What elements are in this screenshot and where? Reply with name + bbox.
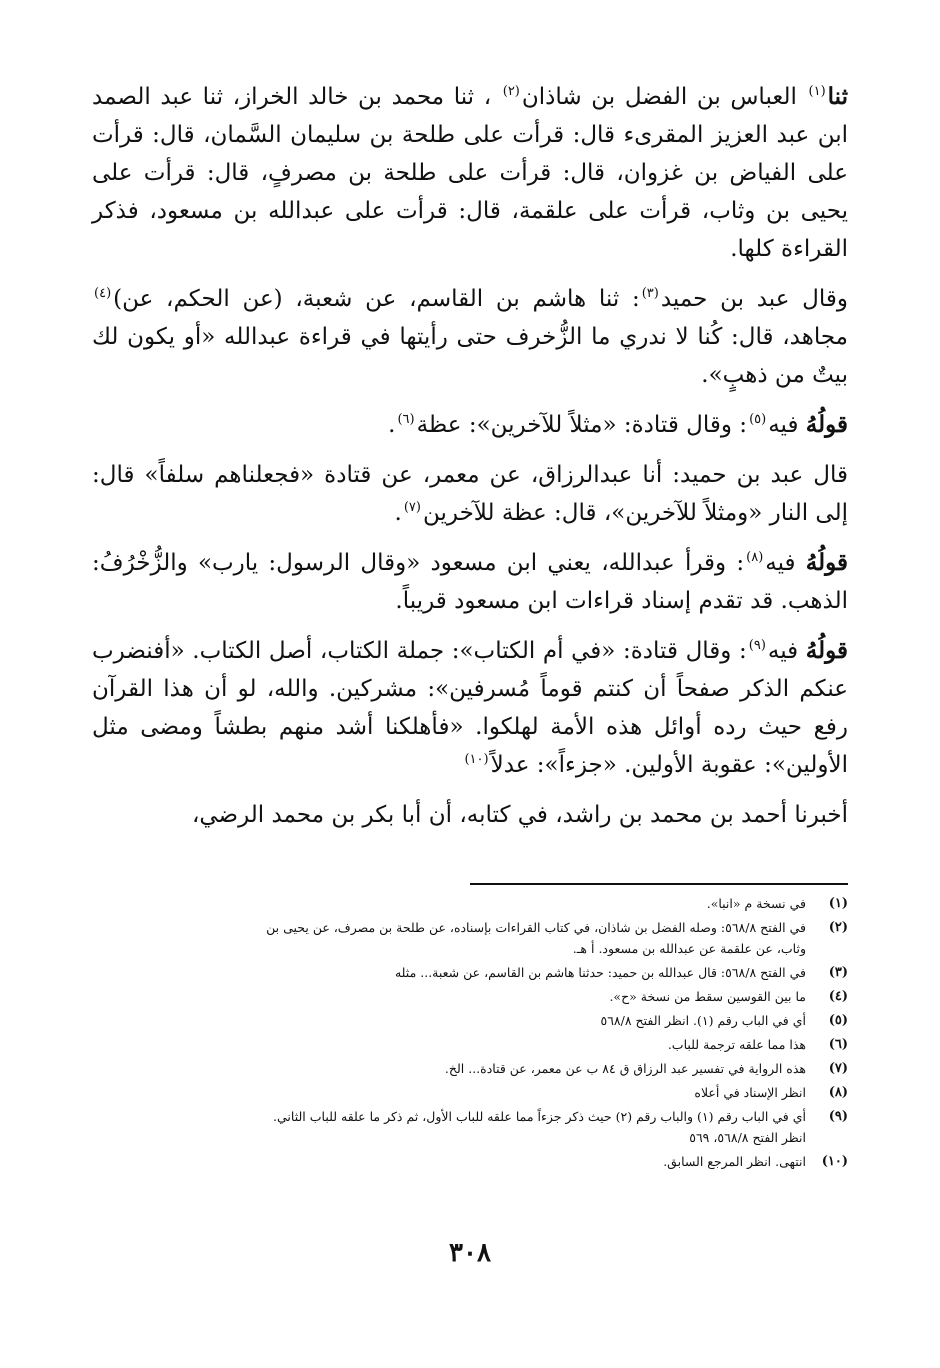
- footnote-ref: (٣): [641, 286, 659, 302]
- footnote: [92, 1010, 848, 1031]
- footnote-ref: (٧): [403, 500, 421, 516]
- footnote-number: (٥): [828, 1013, 848, 1028]
- footnote-ref: (٨): [746, 550, 764, 566]
- footnote: [92, 962, 848, 983]
- footnote-line: هذا مما علقه ترجمة للباب.: [667, 1037, 806, 1052]
- footnote-text: [92, 1106, 806, 1148]
- text-segment: العباس بن الفضل بن شاذان: [521, 84, 807, 110]
- footnote-line: انتهى. انظر المرجع السابق.: [663, 1154, 806, 1169]
- footnote-ref: (٢): [502, 84, 520, 100]
- heading-lead: قولُهُ: [805, 549, 848, 576]
- text-segment: قال عبد بن حميد: أنا عبدالرزاق، عن معمر، عن قتادة «فجعلناهم سلفاً» قال: إلى النار «ومثلاً للآخرين»، قال: عظة للآخرين: [92, 462, 848, 526]
- footnote-line: في الفتح ٥٦٨/٨: وصله الفضل بن شاذان، في كتاب القراءات بإسناده، عن طلحة بن مصرف، عن يحيى بن: [266, 920, 806, 935]
- footnote-ref: (١٠): [464, 752, 489, 768]
- footnote-number: (٧): [828, 1061, 848, 1076]
- text-segment: .: [388, 412, 396, 438]
- footnote: [92, 1034, 848, 1055]
- text-segment: : وقرأ عبدالله، يعني ابن مسعود «وقال الرسول: يارب» والزُّخْرُفُ: الذهب. قد تقدم إسناد قراءات ابن مسعود قريباً.: [92, 550, 848, 614]
- footnote-text: [92, 1010, 806, 1031]
- text-segment: وقال عبد بن حميد: [660, 286, 848, 312]
- paragraph-3: [92, 406, 848, 444]
- text-segment: : ثنا هاشم بن القاسم، عن شعبة، (عن الحكم، عن): [113, 286, 640, 312]
- paragraph-7: أخبرنا أحمد بن محمد بن راشد، في كتابه، أن أبا بكر بن محمد الرضي،: [191, 802, 848, 828]
- footnote-number: (٦): [828, 1037, 848, 1052]
- footnote-text: [92, 893, 806, 914]
- heading-lead: قولُهُ: [805, 637, 849, 664]
- footnote-ref: (٤): [94, 286, 112, 302]
- footnote-line: في الفتح ٥٦٨/٨: قال عبدالله بن حميد: حدثنا هاشم بن القاسم، عن شعبة... مثله: [394, 965, 806, 980]
- paragraph-6: [92, 632, 848, 784]
- text-segment: فيه: [767, 638, 806, 664]
- footnote-line: هذه الرواية في تفسير عبد الرزاق ق ٨٤ ب عن معمر، عن قتادة... الخ.: [444, 1061, 806, 1076]
- footnote-line: أي في الباب رقم (١). انظر الفتح ٥٦٨/٨: [600, 1013, 806, 1028]
- footnote: [92, 1058, 848, 1079]
- footnote-text: [92, 1151, 806, 1172]
- paragraph-1: [92, 78, 848, 268]
- footnote-text: [92, 1082, 806, 1103]
- text-segment: .: [394, 500, 402, 526]
- text-segment: ، ثنا محمد بن خالد الخراز، ثنا عبد الصمد ابن عبد العزيز المقرىء قال: قرأت على طلحة بن سليمان السَّمان، قال: قرأت على الفياض بن غزوان، قال: قرأت على طلحة بن مصرفٍ، قال: قرأت على يحيى بن وثاب، قرأت على علقمة، قال: قرأت على عبدالله بن مسعود، فذكر القراءة كلها.: [92, 84, 848, 262]
- footnote-line: انظر الإسناد في أعلاه: [694, 1085, 806, 1100]
- heading-lead: قولُهُ: [805, 411, 848, 438]
- footnote-ref: (٩): [748, 638, 766, 654]
- text-segment: : وقال قتادة: «في أم الكتاب»: جملة الكتاب، أصل الكتاب. «أفنضرب عنكم الذكر صفحاً أن كنتم قوماً مُسرفين»: مشركين. والله، لو أن هذا القرآن رفع حيث رده أوائل هذه الأمة لهلكوا. «فأهلكنا أشد منهم بطشاً ومضى مثل الأولين»: عقوبة الأولين. «جزءاً»: عدلاً: [92, 638, 848, 778]
- footnote-number: (١): [828, 896, 848, 911]
- footnote-ref: (١): [808, 84, 826, 100]
- footnote-text: [92, 917, 806, 959]
- footnote: [92, 986, 848, 1007]
- paragraph-4: [92, 456, 848, 532]
- text-segment: : وقال قتادة: «مثلاً للآخرين»: عظة: [416, 412, 748, 438]
- footnote-line: وثاب، عن علقمة عن عبدالله بن مسعود. أ هـ.: [572, 941, 806, 956]
- footnote-number: (٢): [828, 920, 848, 935]
- text-segment: ثنا: [827, 83, 848, 110]
- text-segment: مجاهد، قال: كُنا لا ندري ما الزُّخرف حتى رأيتها في قراءة عبدالله «أو يكون لك بيتٌ من ذهبٍ».: [92, 324, 848, 388]
- paragraph-5: [92, 544, 848, 620]
- footnote-number: (٨): [828, 1085, 848, 1100]
- page-number: ٣٠٨: [449, 1238, 491, 1268]
- paragraph-2: [92, 280, 848, 394]
- footnote-text: [92, 1034, 806, 1055]
- text-segment: فيه: [768, 412, 806, 438]
- footnote: [92, 1151, 848, 1172]
- footnote-line: انظر الفتح ٥٦٨/٨، ٥٦٩: [689, 1130, 806, 1145]
- footnote-number: (١٠): [821, 1154, 848, 1169]
- footnote-line: أي في الباب رقم (١) والباب رقم (٢) حيث ذكر جزءاً مما علقه للباب الأول، ثم ذكر ما علقه للباب الثاني.: [273, 1109, 806, 1124]
- footnote: [92, 1106, 848, 1148]
- footnote-divider: [470, 883, 848, 885]
- main-text: [92, 78, 848, 834]
- footnote-number: (٣): [828, 965, 848, 980]
- footnote-number: (٩): [828, 1109, 848, 1124]
- footnote-line: ما بين القوسين سقط من نسخة «ح».: [609, 989, 806, 1004]
- footnote-text: [92, 962, 806, 983]
- footnote-ref: (٦): [397, 412, 415, 428]
- footnote-number: (٤): [828, 989, 848, 1004]
- footnote-line: في نسخة م «انبا».: [706, 896, 806, 911]
- footnote-ref: (٥): [749, 412, 767, 428]
- text-segment: فيه: [765, 550, 806, 576]
- footnote: [92, 893, 848, 914]
- footnote-text: [92, 1058, 806, 1079]
- footnote-text: [92, 986, 806, 1007]
- footnote: [92, 917, 848, 959]
- footnote: [92, 1082, 848, 1103]
- footnotes: [92, 893, 848, 1175]
